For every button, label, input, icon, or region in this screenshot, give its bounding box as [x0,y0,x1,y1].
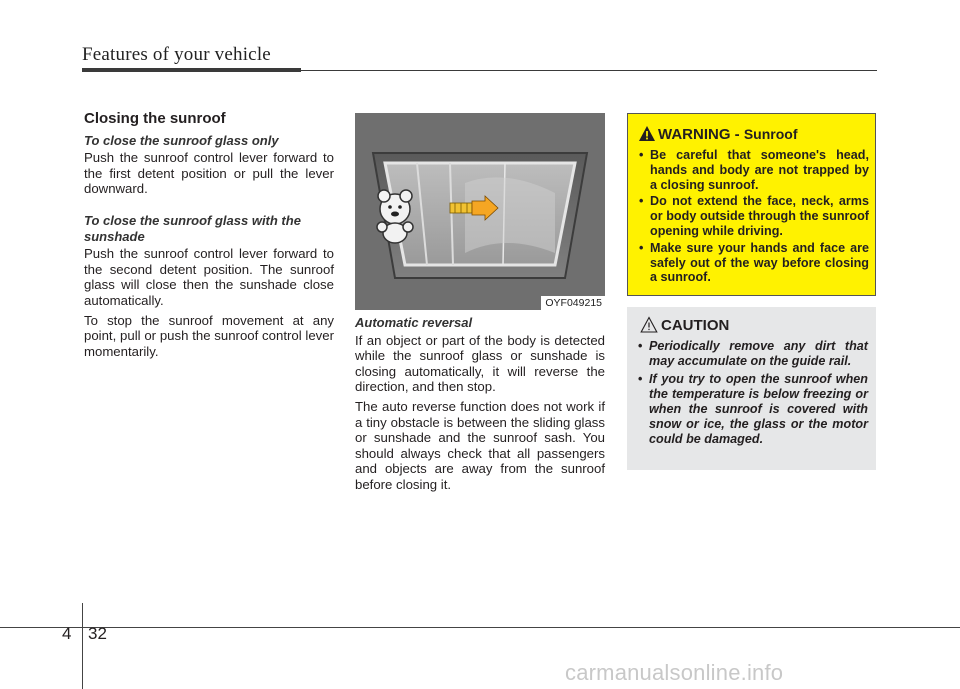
paragraph-glass-only: Push the sunroof control lever forward to the first detent position or pull the lever downward. [84,150,334,197]
warning-triangle-icon [638,125,656,142]
caution-list [636,339,868,450]
paragraph-reversal-limit: The auto reverse function does not work if a tiny obstacle is between the sliding glass or sunshade and the sunroof sash. You should always check that all passengers and objects are away from the sunroof before closing it. [355,398,605,492]
warning-box [627,113,876,296]
watermark: carmanualsonline.info [565,660,784,685]
subheading-with-sunshade: To close the sunroof glass with the sunshade [84,212,301,244]
caution-box [627,307,876,470]
chapter-number: 4 [62,624,72,643]
subheading-automatic-reversal: Automatic reversal [355,315,473,330]
section-heading: Closing the sunroof [84,110,226,127]
warning-subject: Sunroof [743,126,798,142]
subheading-glass-only: To close the sunroof glass only [84,132,279,148]
warning-item: • Make sure your hands and face are safely out of the way before closing a sunroof. [637,241,869,285]
paragraph-stop-movement: To stop the sunroof movement at any point, pull or push the sunroof control lever momentarily. [84,312,334,359]
paragraph-with-sunshade: Push the sunroof control lever forward to the second detent position. The sunroof glass will close then the sunshade close automatically. [84,246,334,308]
page-number: 32 [88,624,107,643]
sunroof-illustration [355,113,605,310]
left-column [84,111,334,363]
paragraph-reversal-detect: If an object or part of the body is detected while the sunroof glass or sunshade is closing automatically, it will reverse the direction, and then stop. [355,332,605,395]
caution-title: CAUTION [661,317,730,334]
warning-title [658,126,798,143]
caution-triangle-icon [640,316,658,333]
footer-rule-horizontal [0,627,960,628]
header-rule-thin [301,70,877,71]
footer-rule-vertical [82,603,83,689]
warning-item: • Do not extend the face, neck, arms or body outside through the sunroof opening while driving. [637,194,869,238]
sunroof-drawing [355,113,605,310]
page-header-title: Features of your vehicle [82,44,271,65]
middle-column [355,315,605,497]
warning-list [637,148,869,287]
warning-label: WARNING - [658,126,740,143]
caution-item: • If you try to open the sunroof when the temperature is below freezing or when the sunroof is covered with snow or ice, the glass or the motor could be damaged. [636,372,868,447]
caution-item: • Periodically remove any dirt that may accumulate on the guide rail. [636,339,868,369]
figure-code: OYF049215 [541,296,605,310]
warning-item: • Be careful that someone's head, hands and body are not trapped by a closing sunroof. [637,148,869,192]
header-rule-thick [82,68,301,72]
